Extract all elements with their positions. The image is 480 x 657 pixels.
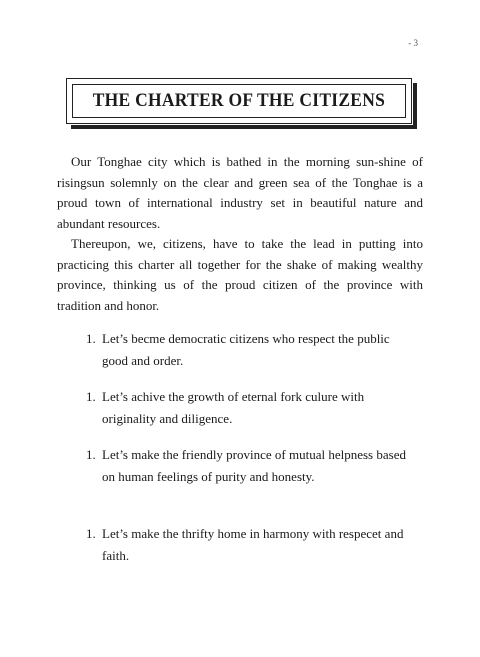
charter-item [86, 444, 408, 488]
charter-item [86, 386, 408, 430]
item-text: Let’s achive the growth of eternal fork culure with originality and diligence. [102, 389, 365, 426]
item-number: 1. [86, 389, 96, 404]
charter-item [86, 523, 408, 567]
item-number: 1. [86, 447, 96, 462]
paragraph-text: Our Tonghae city which is bathed in the morning sun-shine of risingsun solemnly on the clear and green sea of the Tonghae is a proud town of international industry set in beautiful nature and abundant resources. [57, 154, 423, 231]
item-text: Let’s make the friendly province of mutual helpness based on human feelings of purity and honesty. [102, 447, 406, 484]
item-number: 1. [86, 526, 96, 541]
page-title: THE CHARTER OF THE CITIZENS [92, 90, 386, 111]
item-text: Let’s make the thrifty home in harmony with respecet and faith. [102, 526, 404, 563]
charter-item [86, 328, 408, 372]
intro-paragraph [57, 152, 423, 234]
item-number: 1. [86, 331, 96, 346]
item-text: Let’s becme democratic citizens who respect the public good and order. [102, 331, 390, 368]
title-frame [66, 78, 412, 124]
title-inner-frame [72, 84, 406, 118]
resolution-paragraph [57, 234, 423, 316]
page-number: - 3 [408, 38, 418, 48]
paragraph-text: Thereupon, we, citizens, have to take the lead in putting into practicing this charter all together for the shake of making wealthy province, thinking us of the proud citizen of the province with tradition and honor. [57, 236, 423, 313]
